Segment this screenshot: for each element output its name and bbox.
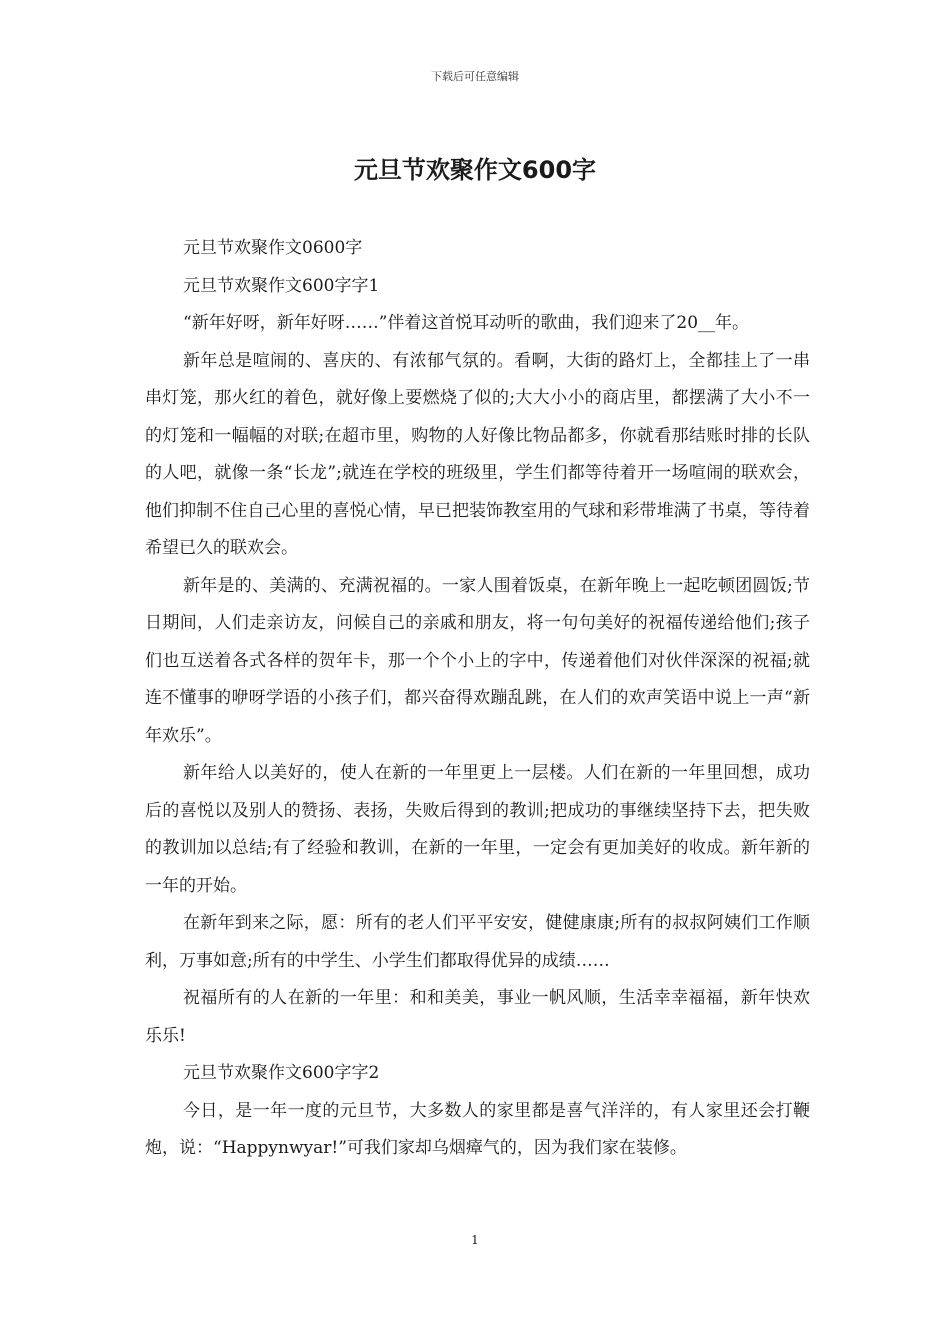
page-number: 1 <box>471 1233 479 1247</box>
paragraph: 新年总是喧闹的、喜庆的、有浓郁气氛的。看啊，大街的路灯上，全都挂上了一串串灯笼，那火红的着色，就好像上要燃烧了似的;大大小小的商店里，都摆满了大小不一的灯笼和一幅幅的对联;在超市里，购物的人好像比物品都多，你就看那结账时排的长队的人吧，就像一条“长龙”;就连在学校的班级里，学生们都等待着开一场喧闹的联欢会，他们抑制不住自己心里的喜悦心情，早已把装饰教室用的气球和彩带堆满了书桌，等待着希望已久的联欢会。 <box>145 350 810 558</box>
paragraph-subtitle: 元旦节欢聚作文0600字 <box>183 238 363 258</box>
document-body <box>145 230 810 1168</box>
paragraph: 在新年到来之际，愿：所有的老人们平平安安，健健康康;所有的叔叔阿姨们工作顺利，万事如意;所有的中学生、小学生们都取得优异的成绩…… <box>145 913 810 971</box>
paragraph: “新年好呀，新年好呀……”伴着这首悦耳动听的歌曲，我们迎来了20__年。 <box>183 313 750 333</box>
paragraph-section-heading-1: 元旦节欢聚作文600字字1 <box>183 275 380 296</box>
paragraph-section-heading-2: 元旦节欢聚作文600字字2 <box>183 1063 380 1083</box>
header-note: 下载后可任意编辑 <box>431 70 519 83</box>
paragraph: 今日，是一年一度的元旦节，大多数人的家里都是喜气洋洋的，有人家里还会打鞭炮，说：“Happynwyar!”可我们家却乌烟瘴气的，因为我们家在装修。 <box>145 1100 810 1158</box>
paragraph: 新年给人以美好的，使人在新的一年里更上一层楼。人们在新的一年里回想，成功后的喜悦以及别人的赞扬、表扬，失败后得到的教训;把成功的事继续坚持下去，把失败的教训加以总结;有了经验和教训，在新的一年里，一定会有更加美好的收成。新年新的一年的开始。 <box>145 763 810 896</box>
paragraph: 新年是的、美满的、充满祝福的。一家人围着饭桌，在新年晚上一起吃顿团圆饭;节日期间，人们走亲访友，问候自己的亲戚和朋友，将一句句美好的祝福传递给他们;孩子们也互送着各式各样的贺年卡，那一个个小上的字中，传递着他们对伙伴深深的祝福;就连不懂事的咿呀学语的小孩子们，都兴奋得欢蹦乱跳，在人们的欢声笑语中说上一声“新年欢乐”。 <box>145 575 810 746</box>
paragraph: 祝福所有的人在新的一年里：和和美美，事业一帆风顺，生活幸幸福福，新年快欢乐乐! <box>145 988 810 1046</box>
document-title: 元旦节欢聚作文600字 <box>353 156 597 184</box>
